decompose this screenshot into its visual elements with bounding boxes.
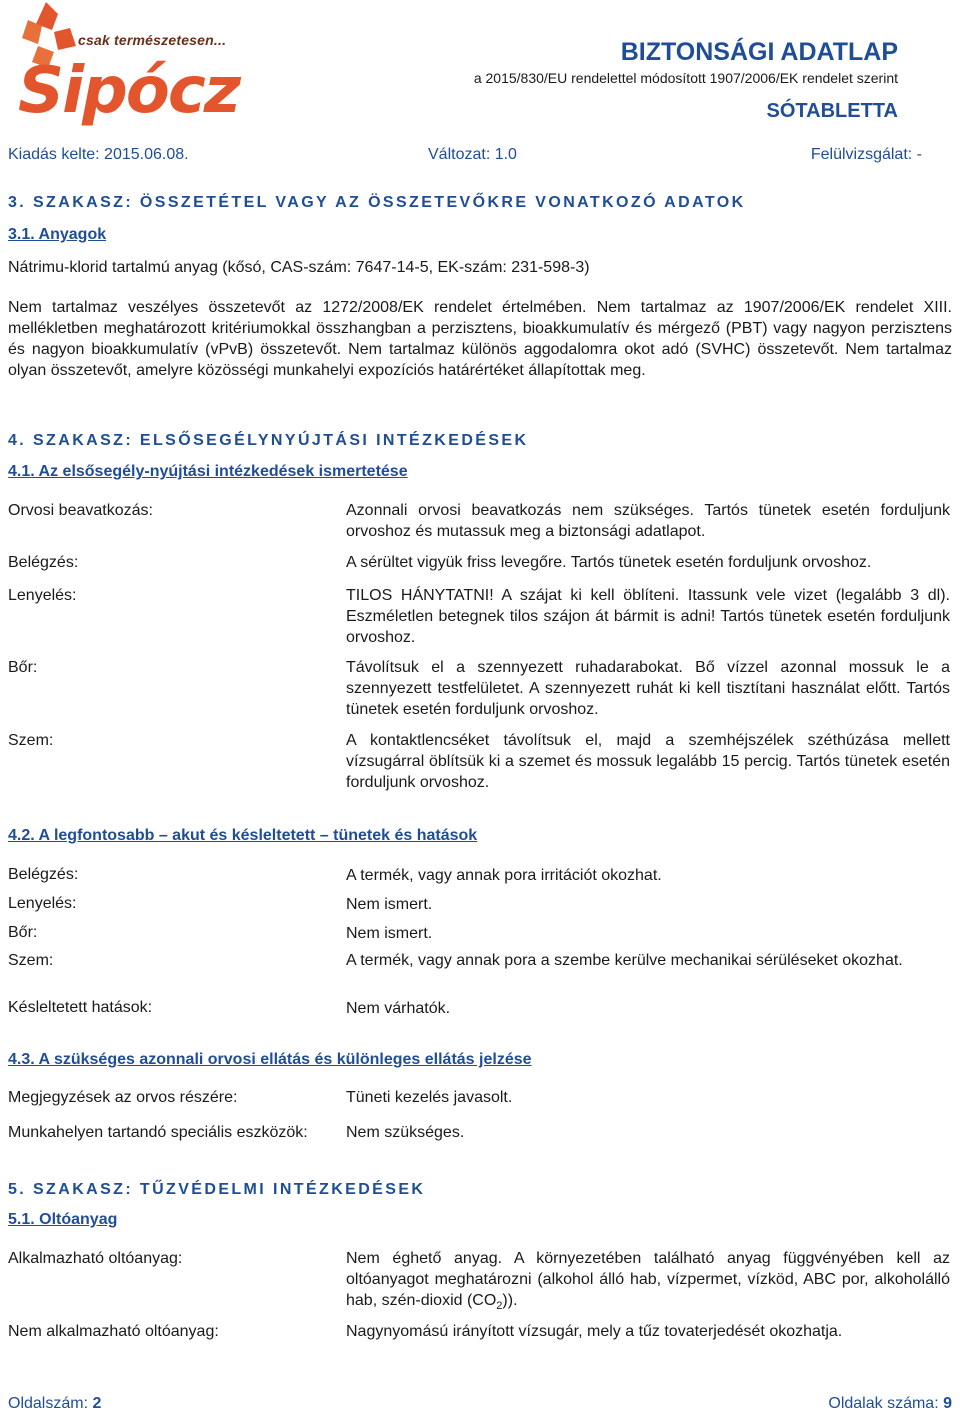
total-pages-label: Oldalak száma:: [828, 1395, 939, 1412]
row-value: Tüneti kezelés javasolt.: [346, 1089, 513, 1106]
row-value: Távolítsuk el a szennyezett ruhadarabokat. Bő vízzel azonnal mossuk le a szennyezett testfelületet. A szennyezett ruhát ki kell tisztítani használat előtt. Tartós tünetek esetén forduljunk orvoshoz.: [346, 659, 950, 718]
row-label: Nem alkalmazható oltóanyag:: [8, 1323, 219, 1340]
issue-date: Kiadás kelte: 2015.06.08.: [8, 146, 189, 163]
subsection-4-3-title: 4.3. A szükséges azonnali orvosi ellátás és különleges ellátás jelzése: [8, 1051, 532, 1068]
row-value: A termék, vagy annak pora a szembe kerülve mechanikai sérüléseket okozhat.: [346, 952, 903, 969]
row-value-text-end: )).: [502, 1292, 518, 1309]
row-label: Megjegyzések az orvos részére:: [8, 1089, 238, 1106]
row-label: Munkahelyen tartandó speciális eszközök:: [8, 1124, 308, 1141]
total-pages: [828, 1395, 952, 1413]
row-value: [346, 1248, 950, 1317]
row-value: A kontaktlencséket távolítsuk el, majd a szemhéjszélek széthúzása mellett vízsugárral öblítsük ki a szemet és mossuk legalább 15 percig. Tartós tünetek esetén forduljunk orvoshoz.: [346, 732, 950, 791]
subsection-4-2-title: 4.2. A legfontosabb – akut és késleltetett – tünetek és hatások: [8, 827, 478, 844]
row-value: A termék, vagy annak pora irritációt okozhat.: [346, 867, 662, 884]
document-title: BIZTONSÁGI ADATLAP: [620, 38, 898, 66]
row-label: Orvosi beavatkozás:: [8, 502, 153, 519]
row-value-text: Nem éghető anyag. A környezetében található anyag függvényében kell az oltóanyagot meghatározni (alkohol álló hab, vízpermet, vízköd, ABC por, alkoholálló hab, szén-dioxid (CO: [346, 1250, 950, 1309]
row-value: Nagynyomású irányított vízsugár, mely a tűz tovaterjedését okozhatja.: [346, 1323, 843, 1340]
row-label: Késleltetett hatások:: [8, 999, 153, 1016]
revision: Felülvizsgálat: -: [810, 146, 922, 163]
page-number-label: Oldalszám:: [8, 1395, 89, 1412]
version: Változat: 1.0: [428, 146, 517, 163]
row-value: Nem várhatók.: [346, 1000, 451, 1017]
row-label: Bőr:: [8, 659, 38, 676]
row-value: Nem ismert.: [346, 925, 433, 942]
row-label: Alkalmazható oltóanyag:: [8, 1250, 183, 1267]
page-number: [8, 1395, 101, 1413]
co2-subscript: 2: [496, 1300, 503, 1313]
section-5-title: 5. SZAKASZ: TŰZVÉDELMI INTÉZKEDÉSEK: [8, 1181, 426, 1198]
section-3-paragraph: Nem tartalmaz veszélyes összetevőt az 1272/2008/EK rendelet értelmében. Nem tartalmaz az 1907/2006/EK rendelet XIII. mellékletben meghatározott kritériumokkal összhangban a perzisztens, bioakkumulatív és mérgező (PBT) vagy nagyon perzisztens és nagyon bioakkumulatív (vPvB) összetevőt. Nem tartalmaz különös aggodalomra okot adó (SVHC) összetevőt. Nem tartalmaz olyan összetevőt, amelyre közösségi munkahelyi expozíciós határértéket állapítottak meg.: [8, 299, 952, 379]
substance-description: Nátrimu-klorid tartalmú anyag (kősó, CAS-szám: 7647-14-5, EK-szám: 231-598-3): [8, 259, 590, 276]
product-name: SÓTABLETTA: [766, 100, 898, 122]
row-label: Lenyelés:: [8, 895, 77, 912]
row-value: Nem ismert.: [346, 896, 433, 913]
document-subtitle: a 2015/830/EU rendelettel módosított 1907/2006/EK rendelet szerint: [473, 70, 898, 86]
row-label: Szem:: [8, 732, 54, 749]
section-4-title: 4. SZAKASZ: ELSŐSEGÉLYNYÚJTÁSI INTÉZKEDÉSEK: [8, 432, 529, 449]
row-value: Azonnali orvosi beavatkozás nem szükséges. Tartós tünetek esetén forduljunk orvoshoz és mutassuk meg a biztonsági adatlapot.: [346, 502, 950, 540]
row-label: Bőr:: [8, 924, 38, 941]
row-label: Szem:: [8, 952, 54, 969]
row-label: Belégzés:: [8, 554, 79, 571]
page-number-value: 2: [92, 1395, 102, 1412]
subsection-5-1-title: 5.1. Oltóanyag: [8, 1211, 118, 1228]
row-label: Belégzés:: [8, 866, 79, 883]
row-value: TILOS HÁNYTATNI! A szájat ki kell öblíteni. Itassunk vele vizet (legalább 3 dl). Eszméletlen betegnek tilos szájon át bármit is adni! Tartós tünetek esetén forduljunk orvoshoz.: [346, 587, 950, 646]
logo-brand: Sipócz: [18, 54, 239, 128]
row-value: Nem szükséges.: [346, 1124, 465, 1141]
total-pages-value: 9: [943, 1395, 952, 1412]
subsection-3-1-title: 3.1. Anyagok: [8, 226, 107, 243]
section-3-title: 3. SZAKASZ: ÖSSZETÉTEL VAGY AZ ÖSSZETEVŐKRE VONATKOZÓ ADATOK: [8, 194, 746, 211]
subsection-4-1-title: 4.1. Az elsősegély-nyújtási intézkedések ismertetése: [8, 463, 408, 480]
logo-tagline: csak természetesen...: [78, 32, 227, 48]
row-value: A sérültet vigyük friss levegőre. Tartós tünetek esetén forduljunk orvoshoz.: [346, 554, 872, 571]
row-label: Lenyelés:: [8, 587, 77, 604]
